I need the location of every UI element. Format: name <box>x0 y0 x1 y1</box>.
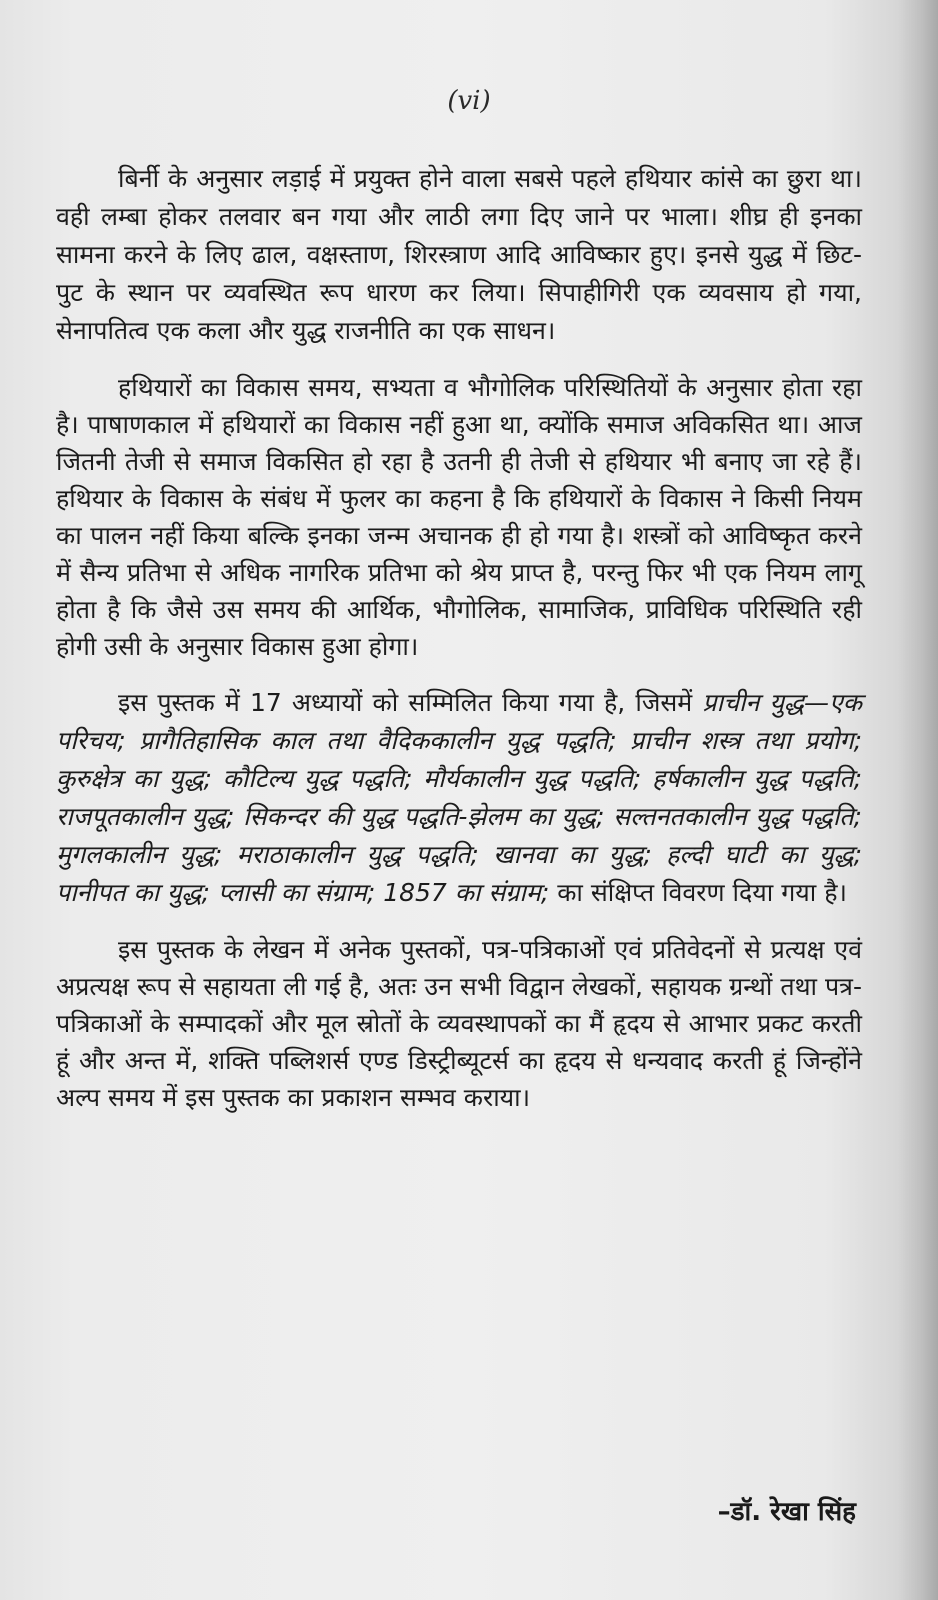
page-edge-shadow <box>898 0 938 1600</box>
page-number: (vi) <box>447 86 491 116</box>
chapters-intro-text: इस पुस्तक में 17 अध्यायों को सम्मिलित किया गया है, जिसमें <box>118 688 693 717</box>
paragraph-weapons-origin: बिर्नी के अनुसार लड़ाई में प्रयुक्त होने वाला सबसे पहले हथियार कांसे का छुरा था। वही लम्बा होकर तलवार बन गया और लाठी लगा दिए जाने पर भाला। शीघ्र ही इनका सामना करने के लिए ढाल, वक्षस्ताण, शिरस्त्राण आदि आविष्कार हुए। इनसे युद्ध में छिट-पुट के स्थान पर व्यवस्थित रूप धारण कर लिया। सिपाहीगिरी एक व्यवसाय हो गया, सेनापतित्व एक कला और युद्ध राजनीति का एक साधन। <box>56 164 862 345</box>
chapters-list-text: प्राचीन युद्ध—एक परिचय; प्रागैतिहासिक काल तथा वैदिककालीन युद्ध पद्धति; प्राचीन शस्त्र तथा प्रयोग; कुरुक्षेत्र का युद्ध; कौटिल्य युद्ध पद्धति; मौर्यकालीन युद्ध पद्धति; हर्षकालीन युद्ध पद्धति; राजपूतकालीन युद्ध; सिकन्दर की युद्ध पद्धति-झेलम का युद्ध; सल्तनतकालीन युद्ध पद्धति; मुगलकालीन युद्ध; मराठाकालीन युद्ध पद्धति; खानवा का युद्ध; हल्दी घाटी का युद्ध; पानीपत का युद्ध; प्लासी का संग्राम; 1857 का संग्राम; <box>56 688 862 907</box>
paragraph-weapons-development: हथियारों का विकास समय, सभ्यता व भौगोलिक परिस्थितियों के अनुसार होता रहा है। पाषाणकाल में हथियारों का विकास नहीं हुआ था, क्योंकि समाज अविकसित था। आज जितनी तेजी से समाज विकसित हो रहा है उतनी ही तेजी से हथियार भी बनाए जा रहे हैं। हथियार के विकास के संबंध में फुलर का कहना है कि हथियारों के विकास ने किसी नियम का पालन नहीं किया बल्कि इनका जन्म अचानक ही हो गया है। शस्त्रों को आविष्कृत करने में सैन्य प्रतिभा से अधिक नागरिक प्रतिभा को श्रेय प्राप्त है, परन्तु फिर भी एक नियम लागू होता है कि जैसे उस समय की आर्थिक, भौगोलिक, सामाजिक, प्राविधिक परिस्थिति रही होगी उसी के अनुसार विकास हुआ होगा। <box>56 373 862 661</box>
author-signature: –डॉ. रेखा सिंह <box>717 1497 856 1527</box>
chapters-outro-text: का संक्षिप्त विवरण दिया गया है। <box>557 878 847 907</box>
paragraph-book-chapters <box>56 684 862 912</box>
paragraph-acknowledgement: इस पुस्तक के लेखन में अनेक पुस्तकों, पत्र-पत्रिकाओं एवं प्रतिवेदनों से प्रत्यक्ष एवं अप्रत्यक्ष रूप से सहायता ली गई है, अतः उन सभी विद्वान लेखकों, सहायक ग्रन्थों तथा पत्र-पत्रिकाओं के सम्पादकों और मूल स्रोतों के व्यवस्थापकों का मैं हृदय से आभार प्रकट करती हूं और अन्त में, शक्ति पब्लिशर्स एण्ड डिस्ट्रीब्यूटर्स का हृदय से धन्यवाद करती हूं जिन्होंने अल्प समय में इस पुस्तक का प्रकाशन सम्भव कराया। <box>56 935 862 1112</box>
page-body <box>56 160 862 1135</box>
